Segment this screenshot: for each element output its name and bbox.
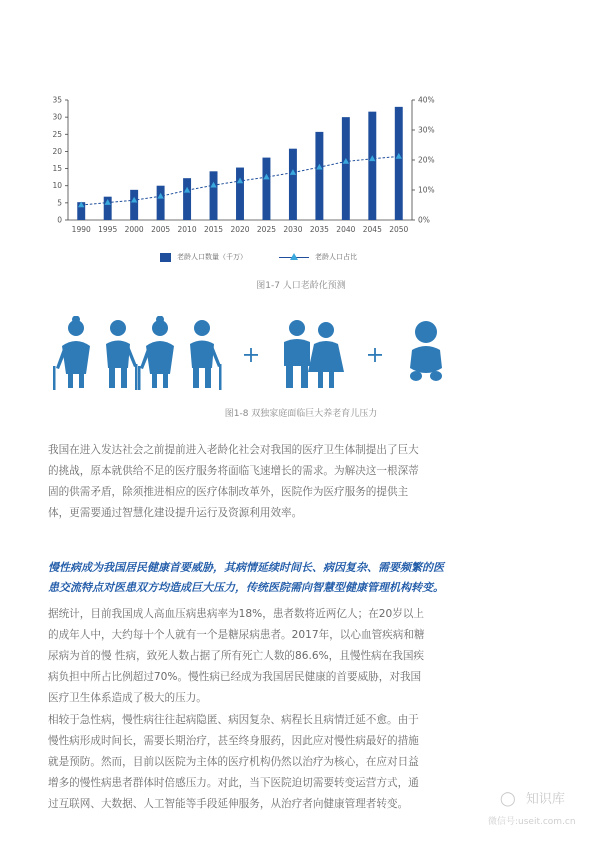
- heading-line: 患交流特点对医患双方均造成巨大压力，传统医院需向智慧型健康管理机构转变。: [48, 581, 444, 594]
- bar: [368, 112, 376, 220]
- elderly-with-cane-icon: [53, 316, 90, 390]
- text-line: 过互联网、大数据、人工智能等手段延伸服务，从治疗者向健康管理者转变。: [48, 798, 409, 810]
- x-tick-label: 2045: [362, 225, 382, 234]
- text-line: 我国在进入发达社会之前提前进入老龄化社会对我国的医疗卫生体制提出了巨大: [48, 444, 419, 456]
- legend-line-label: 老龄人口占比: [315, 253, 357, 261]
- x-tick-label: 1990: [71, 225, 91, 234]
- right-tick-label: 30%: [418, 125, 435, 135]
- right-tick-label: 0%: [418, 215, 430, 225]
- text-line: 病负担中所占比例超过70%。慢性病已经成为我国居民健康的首要威胁，对我国: [48, 671, 422, 683]
- paragraph-intro: [48, 440, 548, 524]
- x-tick-label: 2005: [151, 225, 171, 234]
- bar: [395, 107, 403, 220]
- heading-line: 慢性病成为我国居民健康首要威胁，其病情延续时间长、病因复杂、需要频繁的医: [48, 561, 444, 574]
- chart-legend: [160, 252, 357, 262]
- x-tick-label: 2010: [177, 225, 197, 234]
- elderly-with-cane-icon: [106, 320, 138, 390]
- figure-caption-1-7: 图1-7 人口老龄化预测: [256, 281, 346, 291]
- text-line: 增多的慢性病患者群体时倍感压力。对此，当下医院迫切需要转变运营方式，通: [48, 777, 419, 789]
- x-tick-label: 2030: [283, 225, 303, 234]
- right-tick-label: 10%: [418, 185, 435, 195]
- plus-icon: [368, 348, 382, 362]
- bar: [262, 158, 270, 220]
- elderly-with-cane-icon: [190, 320, 222, 390]
- watermark: [500, 788, 565, 807]
- text-line: 据统计，目前我国成人高血压病患病率为18%，患者数将近两亿人；在20岁以上: [48, 608, 425, 620]
- elderly-with-cane-icon: [138, 316, 174, 390]
- left-tick-label: 20: [52, 146, 62, 156]
- bar: [315, 132, 323, 220]
- text-line: 的挑战，原本就供给不足的医疗服务将面临飞速增长的需求。为解决这一根深蒂: [48, 465, 419, 477]
- aging-population-chart: [40, 88, 480, 240]
- legend-bar-label: 老龄人口数量（千万）: [177, 253, 247, 261]
- left-tick-label: 25: [52, 129, 62, 139]
- bar: [130, 190, 138, 220]
- couple-icon: [284, 320, 344, 388]
- left-tick-label: 35: [52, 95, 62, 105]
- text-line: 慢性病形成时间长，需要长期治疗，甚至终身服药，因此应对慢性病最好的措施: [48, 735, 419, 747]
- bar: [342, 117, 350, 220]
- text-line: 医疗卫生体系造成了极大的压力。: [48, 692, 207, 704]
- baby-icon: [410, 321, 442, 381]
- watermark-subtitle: 微信号:useit.com.cn: [488, 817, 576, 827]
- bar: [183, 178, 191, 220]
- bar: [210, 171, 218, 220]
- x-tick-label: 2020: [230, 225, 250, 234]
- left-tick-label: 30: [52, 112, 62, 122]
- bar: [157, 186, 165, 220]
- text-line: 的成年人中，大约每十个人就有一个是糖尿病患者。2017年，以心血管疾病和糖: [48, 629, 425, 641]
- watermark-title: 知识库: [525, 792, 565, 807]
- x-tick-label: 2050: [389, 225, 409, 234]
- x-tick-label: 2025: [256, 225, 277, 234]
- legend-line-swatch: [279, 252, 309, 262]
- wechat-icon: ◯: [500, 791, 516, 807]
- right-tick-label: 40%: [418, 95, 435, 105]
- family-burden-illustration: [44, 316, 454, 392]
- left-tick-label: 10: [52, 181, 62, 191]
- x-tick-label: 1995: [98, 225, 118, 234]
- section-heading: [48, 558, 558, 598]
- x-tick-label: 2035: [309, 225, 329, 234]
- left-tick-label: 15: [52, 164, 62, 174]
- x-tick-label: 2000: [124, 225, 144, 234]
- text-line: 就是预防。然而，目前以医院为主体的医疗机构仍然以治疗为核心，在应对日益: [48, 756, 419, 768]
- plus-icon: [244, 348, 258, 362]
- right-tick-label: 20%: [418, 155, 435, 165]
- paragraph-statistics: [48, 604, 548, 709]
- paragraph-chronic-disease: [48, 710, 548, 815]
- text-line: 体，更需要通过智慧化建设提升运行及资源利用效率。: [48, 507, 303, 519]
- x-tick-label: 2040: [336, 225, 356, 234]
- text-line: 相较于急性病，慢性病往往起病隐匿、病因复杂、病程长且病情迁延不愈。由于: [48, 714, 419, 726]
- legend-bar-swatch: [160, 253, 171, 262]
- x-tick-label: 2015: [203, 225, 224, 234]
- bar: [236, 168, 244, 220]
- text-line: 尿病为首的慢 性病，致死人数占据了所有死亡人数的86.6%，且慢性病在我国疾: [48, 650, 425, 662]
- bar: [289, 149, 297, 220]
- left-tick-label: 0: [57, 215, 62, 225]
- left-tick-label: 5: [57, 198, 62, 208]
- text-line: 固的供需矛盾，除须推进相应的医疗体制改革外，医院作为医疗服务的提供主: [48, 486, 409, 498]
- figure-caption-1-8: 图1-8 双独家庭面临巨大养老育儿压力: [224, 409, 378, 419]
